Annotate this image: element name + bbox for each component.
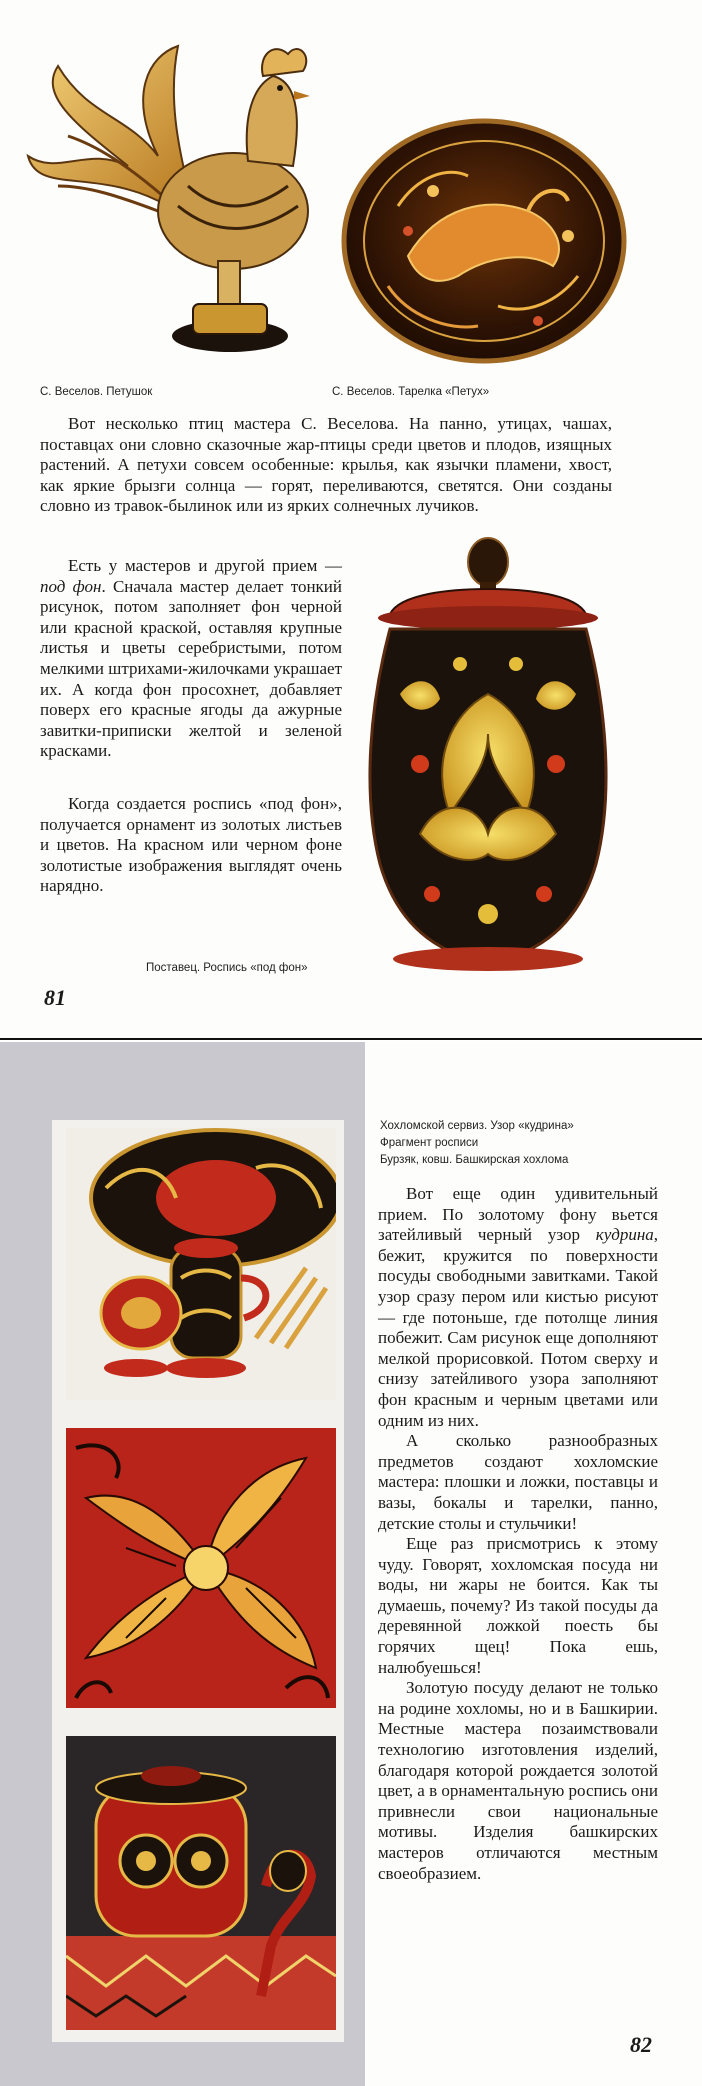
- paragraph-text-start: Есть у мастеров и другой прием —: [68, 556, 342, 575]
- rooster-figurine-image: [18, 36, 318, 366]
- caption-bashkir-ladle: Бурзяк, ковш. Башкирская хохлома: [380, 1154, 569, 1166]
- page-number-81: 81: [44, 985, 66, 1010]
- page-number-82: 82: [630, 2032, 652, 2057]
- paragraph-text: А сколько разнообразных предметов создают хохломские мастера: плошки и ложки, поставцы и вазы, бокалы и тарелки, панно, детские столы и стульчики!: [378, 1431, 658, 1533]
- bashkir-khokhloma-photo: [66, 1736, 336, 2030]
- paragraph-emphasis: под фон: [40, 576, 102, 596]
- caption-fragment: Фрагмент росписи: [380, 1137, 479, 1149]
- paragraph-text: Золотую посуду делают не только на родине хохломы, но и в Башкирии. Местные мастера позаимствовали технологию изготовления изделий, благодаря которой рождается золотой цвет, а в орнаментальную роспись они привнесли свои национальные мотивы. Изделия башкирских мастеров отличаются местным своеобразием.: [378, 1678, 658, 1883]
- paragraph-text-end: , бежит, кружится по поверхности посуды свободными завитками. Такой узор сразу пером или кистью рисуют — где потоньше, где потолще линия побежит. Сам рисунок еще дополняют мелкой прорисовкой. Потом сверху и снизу затейливого узора заполняют фон красным и черным цветами или одним из них.: [378, 1225, 658, 1430]
- paragraph-text: Еще раз присмотрись к этому чуду. Говорят, хохломская посуда ни воды, ни жары не боится. Как ты думаешь, почему? Из такой посуды да деревянной ложкой поесть бы горячих щец! Пока ешь, налюбуешься!: [378, 1534, 658, 1677]
- paragraph-text-end: . Сначала мастер делает тонкий рисунок, потом заполняет фон черной или красной краской, оставляя крупные листья и цветы серебристыми, потом мелкими штрихами-жилочками украшает их. А когда фон просохнет, добавляет поверх его красные ягоды да ажурные завитки-приписки желтой и зеленой красками.: [40, 576, 342, 761]
- page81-paragraph-1: [40, 414, 612, 517]
- page82-text: [378, 1184, 658, 1884]
- page-81: [0, 0, 702, 1040]
- paragraph-text: Когда создается роспись «под фон», получается орнамент из золотых листьев и цветов. На красном или черном фоне золотистые изображения выглядят очень нарядно.: [40, 794, 342, 896]
- page-82: [0, 1042, 702, 2086]
- rooster-caption: С. Веселов. Петушок: [40, 386, 153, 398]
- paragraph-emphasis: кудрина: [595, 1225, 654, 1245]
- paragraph-text: [378, 1184, 658, 1431]
- postavets-vessel-image: [360, 534, 620, 974]
- paragraph-text: Вот несколько птиц мастера С. Веселова. На панно, утицах, чашах, поставцах они словно сказочные жар-птицы среди цветов и плодов, изящных растений. А петухи совсем особенные: крылья, как язычки пламени, хвост, как яркие брызги солнца — горят, переливаются, светятся. Они созданы словно из травок-былинок или из ярких солнечных лучиков.: [40, 414, 612, 516]
- page81-paragraph-2: [40, 556, 342, 762]
- painting-fragment-photo: [66, 1428, 336, 1708]
- kudrina-service-photo: [66, 1128, 336, 1400]
- page81-paragraph-3: [40, 794, 342, 897]
- plate-caption: С. Веселов. Тарелка «Петух»: [332, 386, 490, 398]
- vessel-caption: Поставец. Роспись «под фон»: [146, 962, 308, 974]
- caption-kudrina-service: Хохломской сервиз. Узор «кудрина»: [380, 1120, 574, 1132]
- rooster-plate-image: [338, 116, 630, 366]
- paragraph-text-start: Вот еще один удивительный прием. По золотому фону вьется затейливый черный узор: [378, 1184, 658, 1245]
- paragraph-text: [40, 556, 342, 762]
